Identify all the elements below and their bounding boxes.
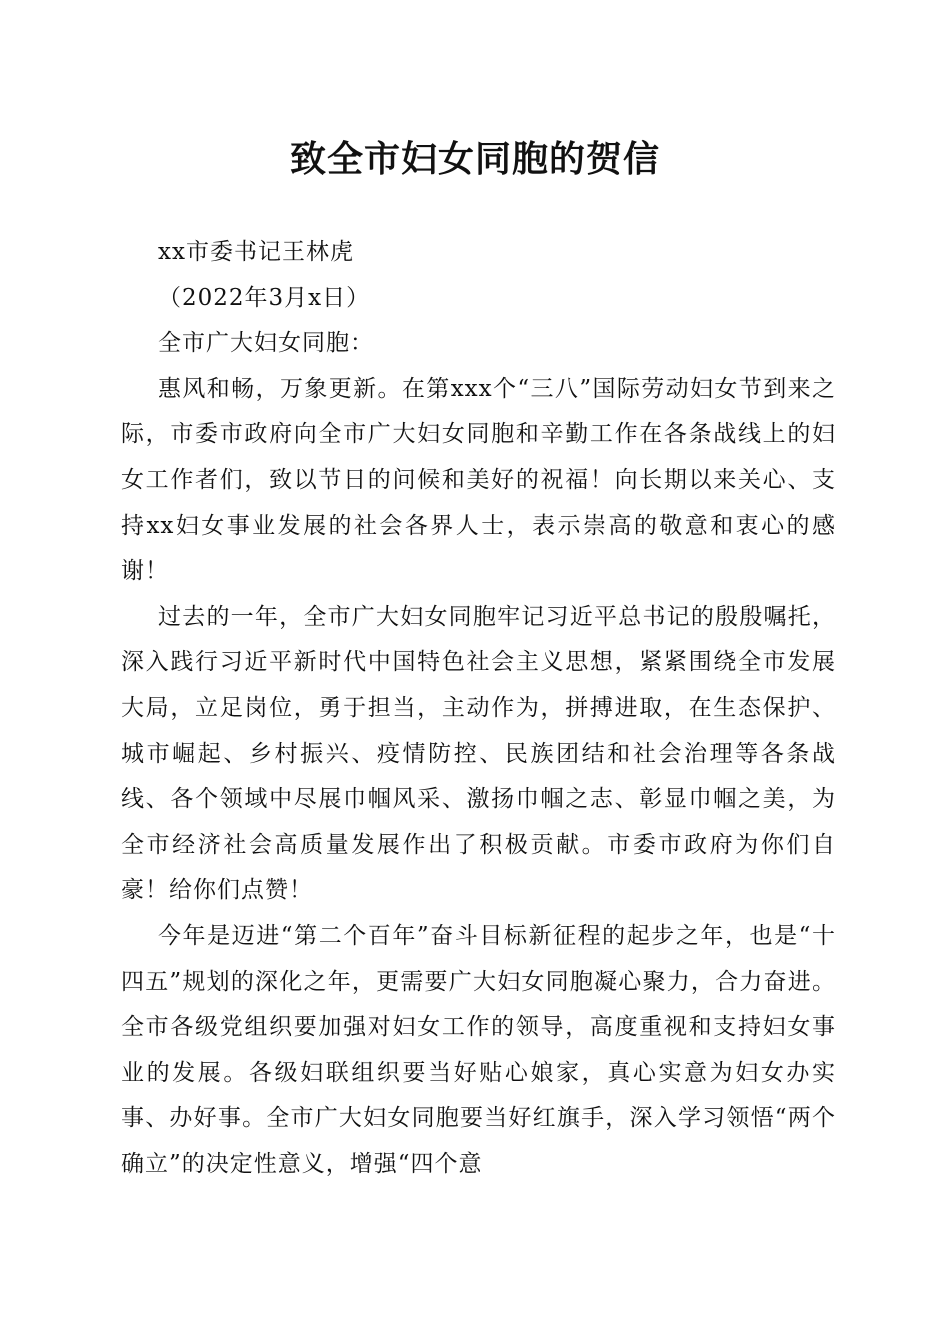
paragraph: 过去的一年，全市广大妇女同胞牢记习近平总书记的殷殷嘱托，深入践行习近平新时代中国特色社会主义思想，紧紧围绕全市发展大局，立足岗位，勇于担当，主动作为，拼搏进取，在生态保护、城市崛起、乡村振兴、疫情防控、民族团结和社会治理等各条战线、各个领域中尽展巾帼风采、激扬巾帼之志、彰显巾帼之美，为全市经济社会高质量发展作出了积极贡献。市委市政府为你们自豪！给你们点赞！ bbox=[121, 603, 836, 904]
author-line: xx市委书记王林虎 bbox=[158, 239, 354, 265]
salutation: 全市广大妇女同胞： bbox=[158, 330, 374, 357]
date-line: （2022年3月x日） bbox=[158, 284, 371, 311]
paragraph: 今年是迈进“第二个百年”奋斗目标新征程的起步之年，也是“十四五”规划的深化之年，更需要广大妇女同胞凝心聚力，合力奋进。全市各级党组织要加强对妇女工作的领导，高度重视和支持妇女事业的发展。各级妇联组织要当好贴心娘家，真心实意为妇女办实事、办好事。全市广大妇女同胞要当好红旗手，深入学习领悟“两个确立”的决定性意义，增强“四个意 bbox=[121, 922, 836, 1177]
document-body bbox=[121, 230, 836, 1187]
paragraph: 惠风和畅，万象更新。在第xxx个“三八”国际劳动妇女节到来之际，市委市政府向全市广大妇女同胞和辛勤工作在各条战线上的妇女工作者们，致以节日的问候和美好的祝福！向长期以来关心、支持xx妇女事业发展的社会各界人士，表示崇高的敬意和衷心的感谢！ bbox=[121, 375, 836, 585]
document-title: 致全市妇女同胞的贺信 bbox=[289, 138, 660, 180]
